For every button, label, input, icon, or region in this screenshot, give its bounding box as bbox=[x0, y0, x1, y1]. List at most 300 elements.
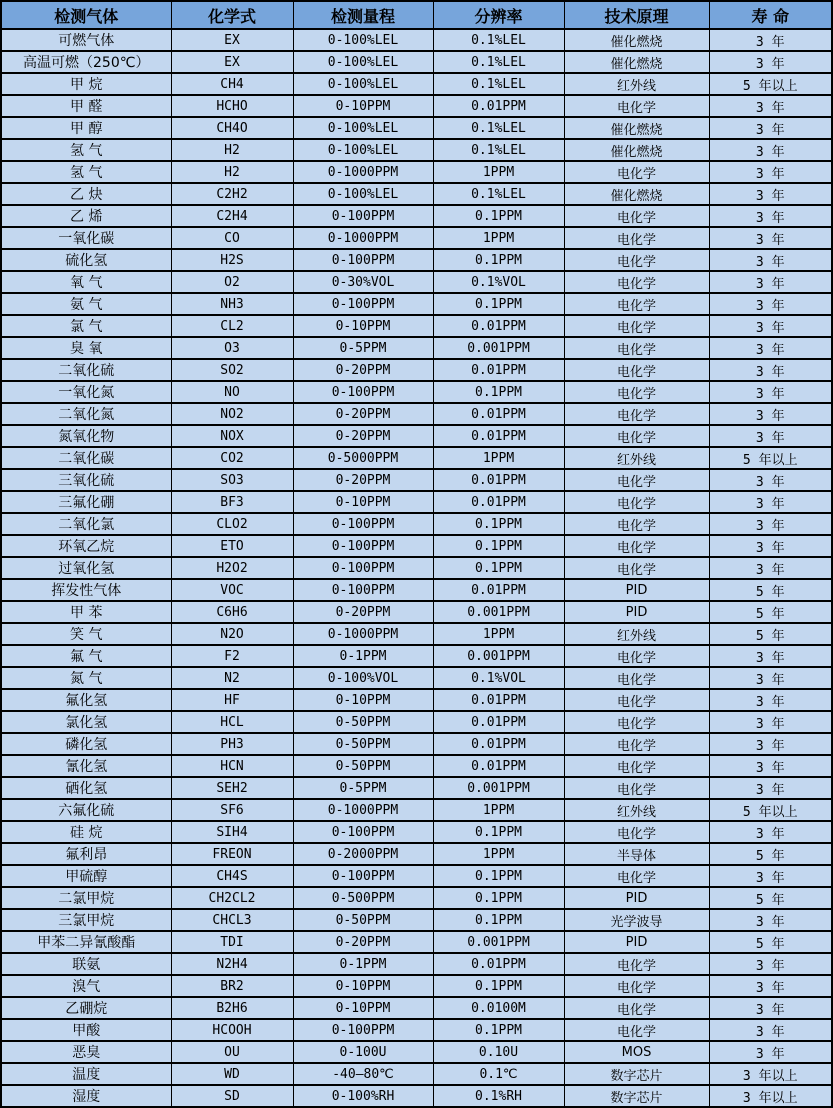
table-cell: 催化燃烧 bbox=[564, 139, 709, 161]
table-row bbox=[1, 733, 832, 755]
table-cell: EX bbox=[171, 29, 293, 51]
table-cell: 笑 气 bbox=[1, 623, 171, 645]
table-cell: 0.1PPM bbox=[433, 557, 564, 579]
table-cell: 光学波导 bbox=[564, 909, 709, 931]
table-cell: 电化学 bbox=[564, 315, 709, 337]
table-cell: 0.001PPM bbox=[433, 337, 564, 359]
table-cell: 氟利昂 bbox=[1, 843, 171, 865]
table-cell: 氢 气 bbox=[1, 161, 171, 183]
table-row bbox=[1, 953, 832, 975]
table-cell: C6H6 bbox=[171, 601, 293, 623]
table-cell: 0.01PPM bbox=[433, 711, 564, 733]
table-cell: 0.01PPM bbox=[433, 733, 564, 755]
table-cell: 3 年 bbox=[709, 381, 832, 403]
table-cell: 氯化氢 bbox=[1, 711, 171, 733]
table-row bbox=[1, 337, 832, 359]
table-cell: 电化学 bbox=[564, 777, 709, 799]
table-cell: 电化学 bbox=[564, 535, 709, 557]
table-cell: 1PPM bbox=[433, 843, 564, 865]
table-cell: 二氧化氯 bbox=[1, 513, 171, 535]
table-cell: 3 年 bbox=[709, 755, 832, 777]
table-cell: 3 年 bbox=[709, 821, 832, 843]
table-row bbox=[1, 887, 832, 909]
table-cell: 三氧化硫 bbox=[1, 469, 171, 491]
table-cell: 3 年 bbox=[709, 469, 832, 491]
table-row bbox=[1, 315, 832, 337]
table-cell: 3 年 bbox=[709, 865, 832, 887]
table-cell: 一氧化氮 bbox=[1, 381, 171, 403]
table-cell: 3 年 bbox=[709, 491, 832, 513]
table-cell: 0-100PPM bbox=[293, 1019, 433, 1041]
table-cell: 氮 气 bbox=[1, 667, 171, 689]
table-row bbox=[1, 161, 832, 183]
table-cell: HCOOH bbox=[171, 1019, 293, 1041]
table-cell: 二氯甲烷 bbox=[1, 887, 171, 909]
table-row bbox=[1, 667, 832, 689]
table-cell: 磷化氢 bbox=[1, 733, 171, 755]
table-row bbox=[1, 1085, 832, 1107]
table-cell: 高温可燃（250℃） bbox=[1, 51, 171, 73]
table-cell: 0.1%VOL bbox=[433, 271, 564, 293]
table-cell: 0-10PPM bbox=[293, 315, 433, 337]
table-cell: 0.1℃ bbox=[433, 1063, 564, 1085]
table-cell: 电化学 bbox=[564, 975, 709, 997]
table-cell: SEH2 bbox=[171, 777, 293, 799]
table-cell: 3 年 bbox=[709, 425, 832, 447]
table-row bbox=[1, 1019, 832, 1041]
table-row bbox=[1, 997, 832, 1019]
table-cell: 臭 氧 bbox=[1, 337, 171, 359]
table-row bbox=[1, 271, 832, 293]
table-cell: 环氧乙烷 bbox=[1, 535, 171, 557]
table-cell: 5 年 bbox=[709, 887, 832, 909]
table-cell: 0.1PPM bbox=[433, 205, 564, 227]
table-cell: 0-1PPM bbox=[293, 953, 433, 975]
table-row bbox=[1, 205, 832, 227]
column-header: 检测量程 bbox=[293, 1, 433, 29]
table-cell: 0-100%VOL bbox=[293, 667, 433, 689]
table-cell: 3 年以上 bbox=[709, 1063, 832, 1085]
table-cell: 氧 气 bbox=[1, 271, 171, 293]
table-cell: 红外线 bbox=[564, 799, 709, 821]
table-cell: 0.1PPM bbox=[433, 513, 564, 535]
column-header: 技术原理 bbox=[564, 1, 709, 29]
table-cell: CH4O bbox=[171, 117, 293, 139]
table-cell: 0-100%LEL bbox=[293, 29, 433, 51]
table-cell: 催化燃烧 bbox=[564, 29, 709, 51]
table-cell: 电化学 bbox=[564, 205, 709, 227]
table-row bbox=[1, 73, 832, 95]
table-cell: WD bbox=[171, 1063, 293, 1085]
table-cell: PH3 bbox=[171, 733, 293, 755]
table-row bbox=[1, 249, 832, 271]
table-cell: 电化学 bbox=[564, 667, 709, 689]
table-cell: 0-100PPM bbox=[293, 579, 433, 601]
table-cell: 一氧化碳 bbox=[1, 227, 171, 249]
table-cell: N2O bbox=[171, 623, 293, 645]
table-cell: 三氯甲烷 bbox=[1, 909, 171, 931]
table-cell: 0-1PPM bbox=[293, 645, 433, 667]
table-cell: 硫化氢 bbox=[1, 249, 171, 271]
table-cell: 六氟化硫 bbox=[1, 799, 171, 821]
table-cell: 0.1PPM bbox=[433, 865, 564, 887]
table-row bbox=[1, 227, 832, 249]
table-row bbox=[1, 645, 832, 667]
table-cell: 0.001PPM bbox=[433, 777, 564, 799]
table-cell: 电化学 bbox=[564, 733, 709, 755]
table-cell: 3 年 bbox=[709, 975, 832, 997]
table-cell: 氟化氢 bbox=[1, 689, 171, 711]
table-row bbox=[1, 1063, 832, 1085]
table-cell: 二氧化硫 bbox=[1, 359, 171, 381]
table-cell: 甲 醛 bbox=[1, 95, 171, 117]
table-cell: 3 年 bbox=[709, 733, 832, 755]
table-cell: PID bbox=[564, 601, 709, 623]
table-cell: 1PPM bbox=[433, 623, 564, 645]
table-cell: 电化学 bbox=[564, 227, 709, 249]
table-cell: 3 年 bbox=[709, 183, 832, 205]
table-row bbox=[1, 799, 832, 821]
table-cell: 电化学 bbox=[564, 865, 709, 887]
table-cell: 电化学 bbox=[564, 403, 709, 425]
table-cell: 0.01PPM bbox=[433, 425, 564, 447]
table-cell: 电化学 bbox=[564, 95, 709, 117]
table-cell: 0-100PPM bbox=[293, 821, 433, 843]
table-cell: 0.01PPM bbox=[433, 689, 564, 711]
table-row bbox=[1, 51, 832, 73]
table-cell: 催化燃烧 bbox=[564, 117, 709, 139]
table-cell: 5 年 bbox=[709, 601, 832, 623]
table-cell: CH2CL2 bbox=[171, 887, 293, 909]
table-cell: 3 年 bbox=[709, 997, 832, 1019]
table-cell: 0-20PPM bbox=[293, 469, 433, 491]
table-cell: 3 年 bbox=[709, 205, 832, 227]
table-row bbox=[1, 865, 832, 887]
table-cell: CLO2 bbox=[171, 513, 293, 535]
table-row bbox=[1, 447, 832, 469]
table-cell: 0.1%LEL bbox=[433, 117, 564, 139]
table-cell: TDI bbox=[171, 931, 293, 953]
table-cell: 过氧化氢 bbox=[1, 557, 171, 579]
table-cell: 联氨 bbox=[1, 953, 171, 975]
table-cell: NO2 bbox=[171, 403, 293, 425]
table-cell: SO3 bbox=[171, 469, 293, 491]
table-cell: 电化学 bbox=[564, 381, 709, 403]
table-cell: BR2 bbox=[171, 975, 293, 997]
table-cell: 0-100PPM bbox=[293, 381, 433, 403]
table-cell: 0-100%RH bbox=[293, 1085, 433, 1107]
table-cell: 0.01PPM bbox=[433, 95, 564, 117]
table-cell: 0-5PPM bbox=[293, 337, 433, 359]
table-cell: 电化学 bbox=[564, 249, 709, 271]
table-cell: 半导体 bbox=[564, 843, 709, 865]
table-cell: 电化学 bbox=[564, 997, 709, 1019]
table-cell: 3 年 bbox=[709, 51, 832, 73]
table-cell: MOS bbox=[564, 1041, 709, 1063]
table-cell: 0-50PPM bbox=[293, 909, 433, 931]
table-row bbox=[1, 909, 832, 931]
table-cell: 0.1PPM bbox=[433, 975, 564, 997]
table-cell: 3 年 bbox=[709, 513, 832, 535]
table-cell: 1PPM bbox=[433, 227, 564, 249]
table-cell: 0-20PPM bbox=[293, 359, 433, 381]
table-cell: 可燃气体 bbox=[1, 29, 171, 51]
table-cell: 0.01PPM bbox=[433, 953, 564, 975]
table-cell: 3 年 bbox=[709, 953, 832, 975]
table-cell: 氢 气 bbox=[1, 139, 171, 161]
table-cell: SD bbox=[171, 1085, 293, 1107]
table-cell: 3 年 bbox=[709, 227, 832, 249]
table-cell: 0.01PPM bbox=[433, 491, 564, 513]
table-cell: F2 bbox=[171, 645, 293, 667]
table-cell: 0.1PPM bbox=[433, 909, 564, 931]
table-row bbox=[1, 183, 832, 205]
table-cell: 3 年 bbox=[709, 117, 832, 139]
table-cell: O3 bbox=[171, 337, 293, 359]
table-cell: 电化学 bbox=[564, 425, 709, 447]
table-cell: ETO bbox=[171, 535, 293, 557]
table-cell: 5 年 bbox=[709, 623, 832, 645]
table-cell: HCHO bbox=[171, 95, 293, 117]
table-cell: N2 bbox=[171, 667, 293, 689]
table-cell: 0-2000PPM bbox=[293, 843, 433, 865]
table-cell: 3 年 bbox=[709, 403, 832, 425]
table-cell: 0.1%LEL bbox=[433, 183, 564, 205]
table-cell: 甲 苯 bbox=[1, 601, 171, 623]
table-cell: 5 年 bbox=[709, 579, 832, 601]
table-cell: 3 年 bbox=[709, 1041, 832, 1063]
table-cell: NOX bbox=[171, 425, 293, 447]
table-cell: 1PPM bbox=[433, 799, 564, 821]
table-cell: 数字芯片 bbox=[564, 1085, 709, 1107]
table-cell: 0.1%LEL bbox=[433, 139, 564, 161]
table-cell: 3 年 bbox=[709, 337, 832, 359]
table-cell: 电化学 bbox=[564, 293, 709, 315]
table-cell: FREON bbox=[171, 843, 293, 865]
table-cell: 0.1PPM bbox=[433, 535, 564, 557]
table-cell: 5 年 bbox=[709, 931, 832, 953]
table-row bbox=[1, 535, 832, 557]
table-cell: 0-20PPM bbox=[293, 601, 433, 623]
table-cell: 电化学 bbox=[564, 513, 709, 535]
table-cell: 0-100PPM bbox=[293, 557, 433, 579]
table-row bbox=[1, 293, 832, 315]
table-cell: H2S bbox=[171, 249, 293, 271]
table-cell: 二氧化碳 bbox=[1, 447, 171, 469]
table-cell: 0-100%LEL bbox=[293, 139, 433, 161]
table-cell: 0-100%LEL bbox=[293, 117, 433, 139]
table-cell: 0-10PPM bbox=[293, 689, 433, 711]
table-cell: 乙 烯 bbox=[1, 205, 171, 227]
table-cell: 3 年 bbox=[709, 909, 832, 931]
table-row bbox=[1, 689, 832, 711]
table-cell: 0.1%LEL bbox=[433, 29, 564, 51]
table-cell: 红外线 bbox=[564, 623, 709, 645]
table-cell: 3 年 bbox=[709, 293, 832, 315]
table-cell: 电化学 bbox=[564, 1019, 709, 1041]
table-cell: 0-100U bbox=[293, 1041, 433, 1063]
table-cell: 0-10PPM bbox=[293, 975, 433, 997]
table-cell: H2 bbox=[171, 161, 293, 183]
table-cell: 0.01PPM bbox=[433, 755, 564, 777]
table-cell: CH4 bbox=[171, 73, 293, 95]
table-cell: 0-50PPM bbox=[293, 755, 433, 777]
table-cell: 0.1PPM bbox=[433, 249, 564, 271]
table-cell: 溴气 bbox=[1, 975, 171, 997]
table-cell: CO2 bbox=[171, 447, 293, 469]
table-row bbox=[1, 381, 832, 403]
table-cell: SF6 bbox=[171, 799, 293, 821]
table-body bbox=[1, 29, 832, 1107]
table-cell: 3 年 bbox=[709, 29, 832, 51]
table-cell: HCL bbox=[171, 711, 293, 733]
table-cell: 0-1000PPM bbox=[293, 227, 433, 249]
table-row bbox=[1, 579, 832, 601]
table-cell: 甲苯二异氰酸酯 bbox=[1, 931, 171, 953]
table-row bbox=[1, 29, 832, 51]
table-cell: 电化学 bbox=[564, 645, 709, 667]
table-cell: 0-20PPM bbox=[293, 403, 433, 425]
table-cell: 0.01PPM bbox=[433, 315, 564, 337]
table-cell: 1PPM bbox=[433, 161, 564, 183]
table-cell: 电化学 bbox=[564, 271, 709, 293]
table-cell: 硒化氢 bbox=[1, 777, 171, 799]
table-cell: O2 bbox=[171, 271, 293, 293]
table-cell: 二氧化氮 bbox=[1, 403, 171, 425]
table-cell: 甲 醇 bbox=[1, 117, 171, 139]
table-cell: 0-10PPM bbox=[293, 95, 433, 117]
table-cell: 0-100PPM bbox=[293, 535, 433, 557]
table-row bbox=[1, 755, 832, 777]
table-cell: 电化学 bbox=[564, 689, 709, 711]
table-row bbox=[1, 491, 832, 513]
table-cell: 0.1%RH bbox=[433, 1085, 564, 1107]
table-cell: 3 年 bbox=[709, 557, 832, 579]
table-cell: 氰化氢 bbox=[1, 755, 171, 777]
table-row bbox=[1, 359, 832, 381]
table-cell: 数字芯片 bbox=[564, 1063, 709, 1085]
table-cell: VOC bbox=[171, 579, 293, 601]
table-cell: 0.1PPM bbox=[433, 887, 564, 909]
table-cell: CH4S bbox=[171, 865, 293, 887]
table-row bbox=[1, 117, 832, 139]
table-cell: 电化学 bbox=[564, 469, 709, 491]
table-cell: 0.01PPM bbox=[433, 579, 564, 601]
table-cell: 电化学 bbox=[564, 557, 709, 579]
table-cell: 氯 气 bbox=[1, 315, 171, 337]
table-cell: -40—80℃ bbox=[293, 1063, 433, 1085]
table-cell: 0.01PPM bbox=[433, 469, 564, 491]
table-row bbox=[1, 469, 832, 491]
table-cell: 3 年以上 bbox=[709, 1085, 832, 1107]
table-row bbox=[1, 425, 832, 447]
table-cell: PID bbox=[564, 887, 709, 909]
table-cell: 0-5000PPM bbox=[293, 447, 433, 469]
table-cell: 红外线 bbox=[564, 73, 709, 95]
table-cell: SIH4 bbox=[171, 821, 293, 843]
header-row bbox=[1, 1, 832, 29]
table-row bbox=[1, 513, 832, 535]
table-cell: 0-100PPM bbox=[293, 249, 433, 271]
table-cell: 电化学 bbox=[564, 359, 709, 381]
table-cell: 5 年以上 bbox=[709, 799, 832, 821]
table-cell: 3 年 bbox=[709, 777, 832, 799]
table-cell: 0.1PPM bbox=[433, 1019, 564, 1041]
table-cell: 0-100PPM bbox=[293, 205, 433, 227]
table-cell: 电化学 bbox=[564, 161, 709, 183]
table-cell: 0.1PPM bbox=[433, 381, 564, 403]
table-cell: 0-50PPM bbox=[293, 711, 433, 733]
table-cell: 3 年 bbox=[709, 359, 832, 381]
table-cell: 0.001PPM bbox=[433, 601, 564, 623]
table-cell: PID bbox=[564, 579, 709, 601]
table-cell: 0-100%LEL bbox=[293, 51, 433, 73]
table-row bbox=[1, 777, 832, 799]
table-cell: 5 年 bbox=[709, 843, 832, 865]
table-cell: 甲酸 bbox=[1, 1019, 171, 1041]
table-cell: NH3 bbox=[171, 293, 293, 315]
table-row bbox=[1, 601, 832, 623]
table-cell: 温度 bbox=[1, 1063, 171, 1085]
table-cell: 电化学 bbox=[564, 821, 709, 843]
table-cell: 0.10U bbox=[433, 1041, 564, 1063]
table-cell: N2H4 bbox=[171, 953, 293, 975]
table-cell: 挥发性气体 bbox=[1, 579, 171, 601]
column-header: 分辨率 bbox=[433, 1, 564, 29]
table-cell: C2H4 bbox=[171, 205, 293, 227]
table-cell: SO2 bbox=[171, 359, 293, 381]
table-cell: 0-100%LEL bbox=[293, 183, 433, 205]
table-cell: 3 年 bbox=[709, 161, 832, 183]
table-cell: 0-50PPM bbox=[293, 733, 433, 755]
table-cell: 氟 气 bbox=[1, 645, 171, 667]
table-cell: 0-30%VOL bbox=[293, 271, 433, 293]
table-cell: 3 年 bbox=[709, 139, 832, 161]
table-row bbox=[1, 975, 832, 997]
table-row bbox=[1, 557, 832, 579]
table-cell: 5 年以上 bbox=[709, 447, 832, 469]
table-cell: B2H6 bbox=[171, 997, 293, 1019]
table-cell: 乙 炔 bbox=[1, 183, 171, 205]
table-row bbox=[1, 711, 832, 733]
table-cell: 0-100PPM bbox=[293, 865, 433, 887]
table-cell: CO bbox=[171, 227, 293, 249]
table-cell: 3 年 bbox=[709, 249, 832, 271]
table-cell: 电化学 bbox=[564, 953, 709, 975]
table-cell: 0-500PPM bbox=[293, 887, 433, 909]
table-cell: 电化学 bbox=[564, 337, 709, 359]
table-cell: 0.01PPM bbox=[433, 359, 564, 381]
table-cell: H2 bbox=[171, 139, 293, 161]
table-row bbox=[1, 821, 832, 843]
table-cell: 3 年 bbox=[709, 689, 832, 711]
table-cell: 0-10PPM bbox=[293, 491, 433, 513]
table-cell: CL2 bbox=[171, 315, 293, 337]
table-cell: 催化燃烧 bbox=[564, 51, 709, 73]
table-cell: 0-1000PPM bbox=[293, 799, 433, 821]
table-cell: 湿度 bbox=[1, 1085, 171, 1107]
table-row bbox=[1, 931, 832, 953]
table-cell: 3 年 bbox=[709, 315, 832, 337]
table-cell: CHCL3 bbox=[171, 909, 293, 931]
table-cell: 3 年 bbox=[709, 711, 832, 733]
column-header: 检测气体 bbox=[1, 1, 171, 29]
table-cell: 0.0100M bbox=[433, 997, 564, 1019]
table-cell: 3 年 bbox=[709, 667, 832, 689]
table-cell: 电化学 bbox=[564, 491, 709, 513]
table-row bbox=[1, 403, 832, 425]
table-cell: 甲 烷 bbox=[1, 73, 171, 95]
